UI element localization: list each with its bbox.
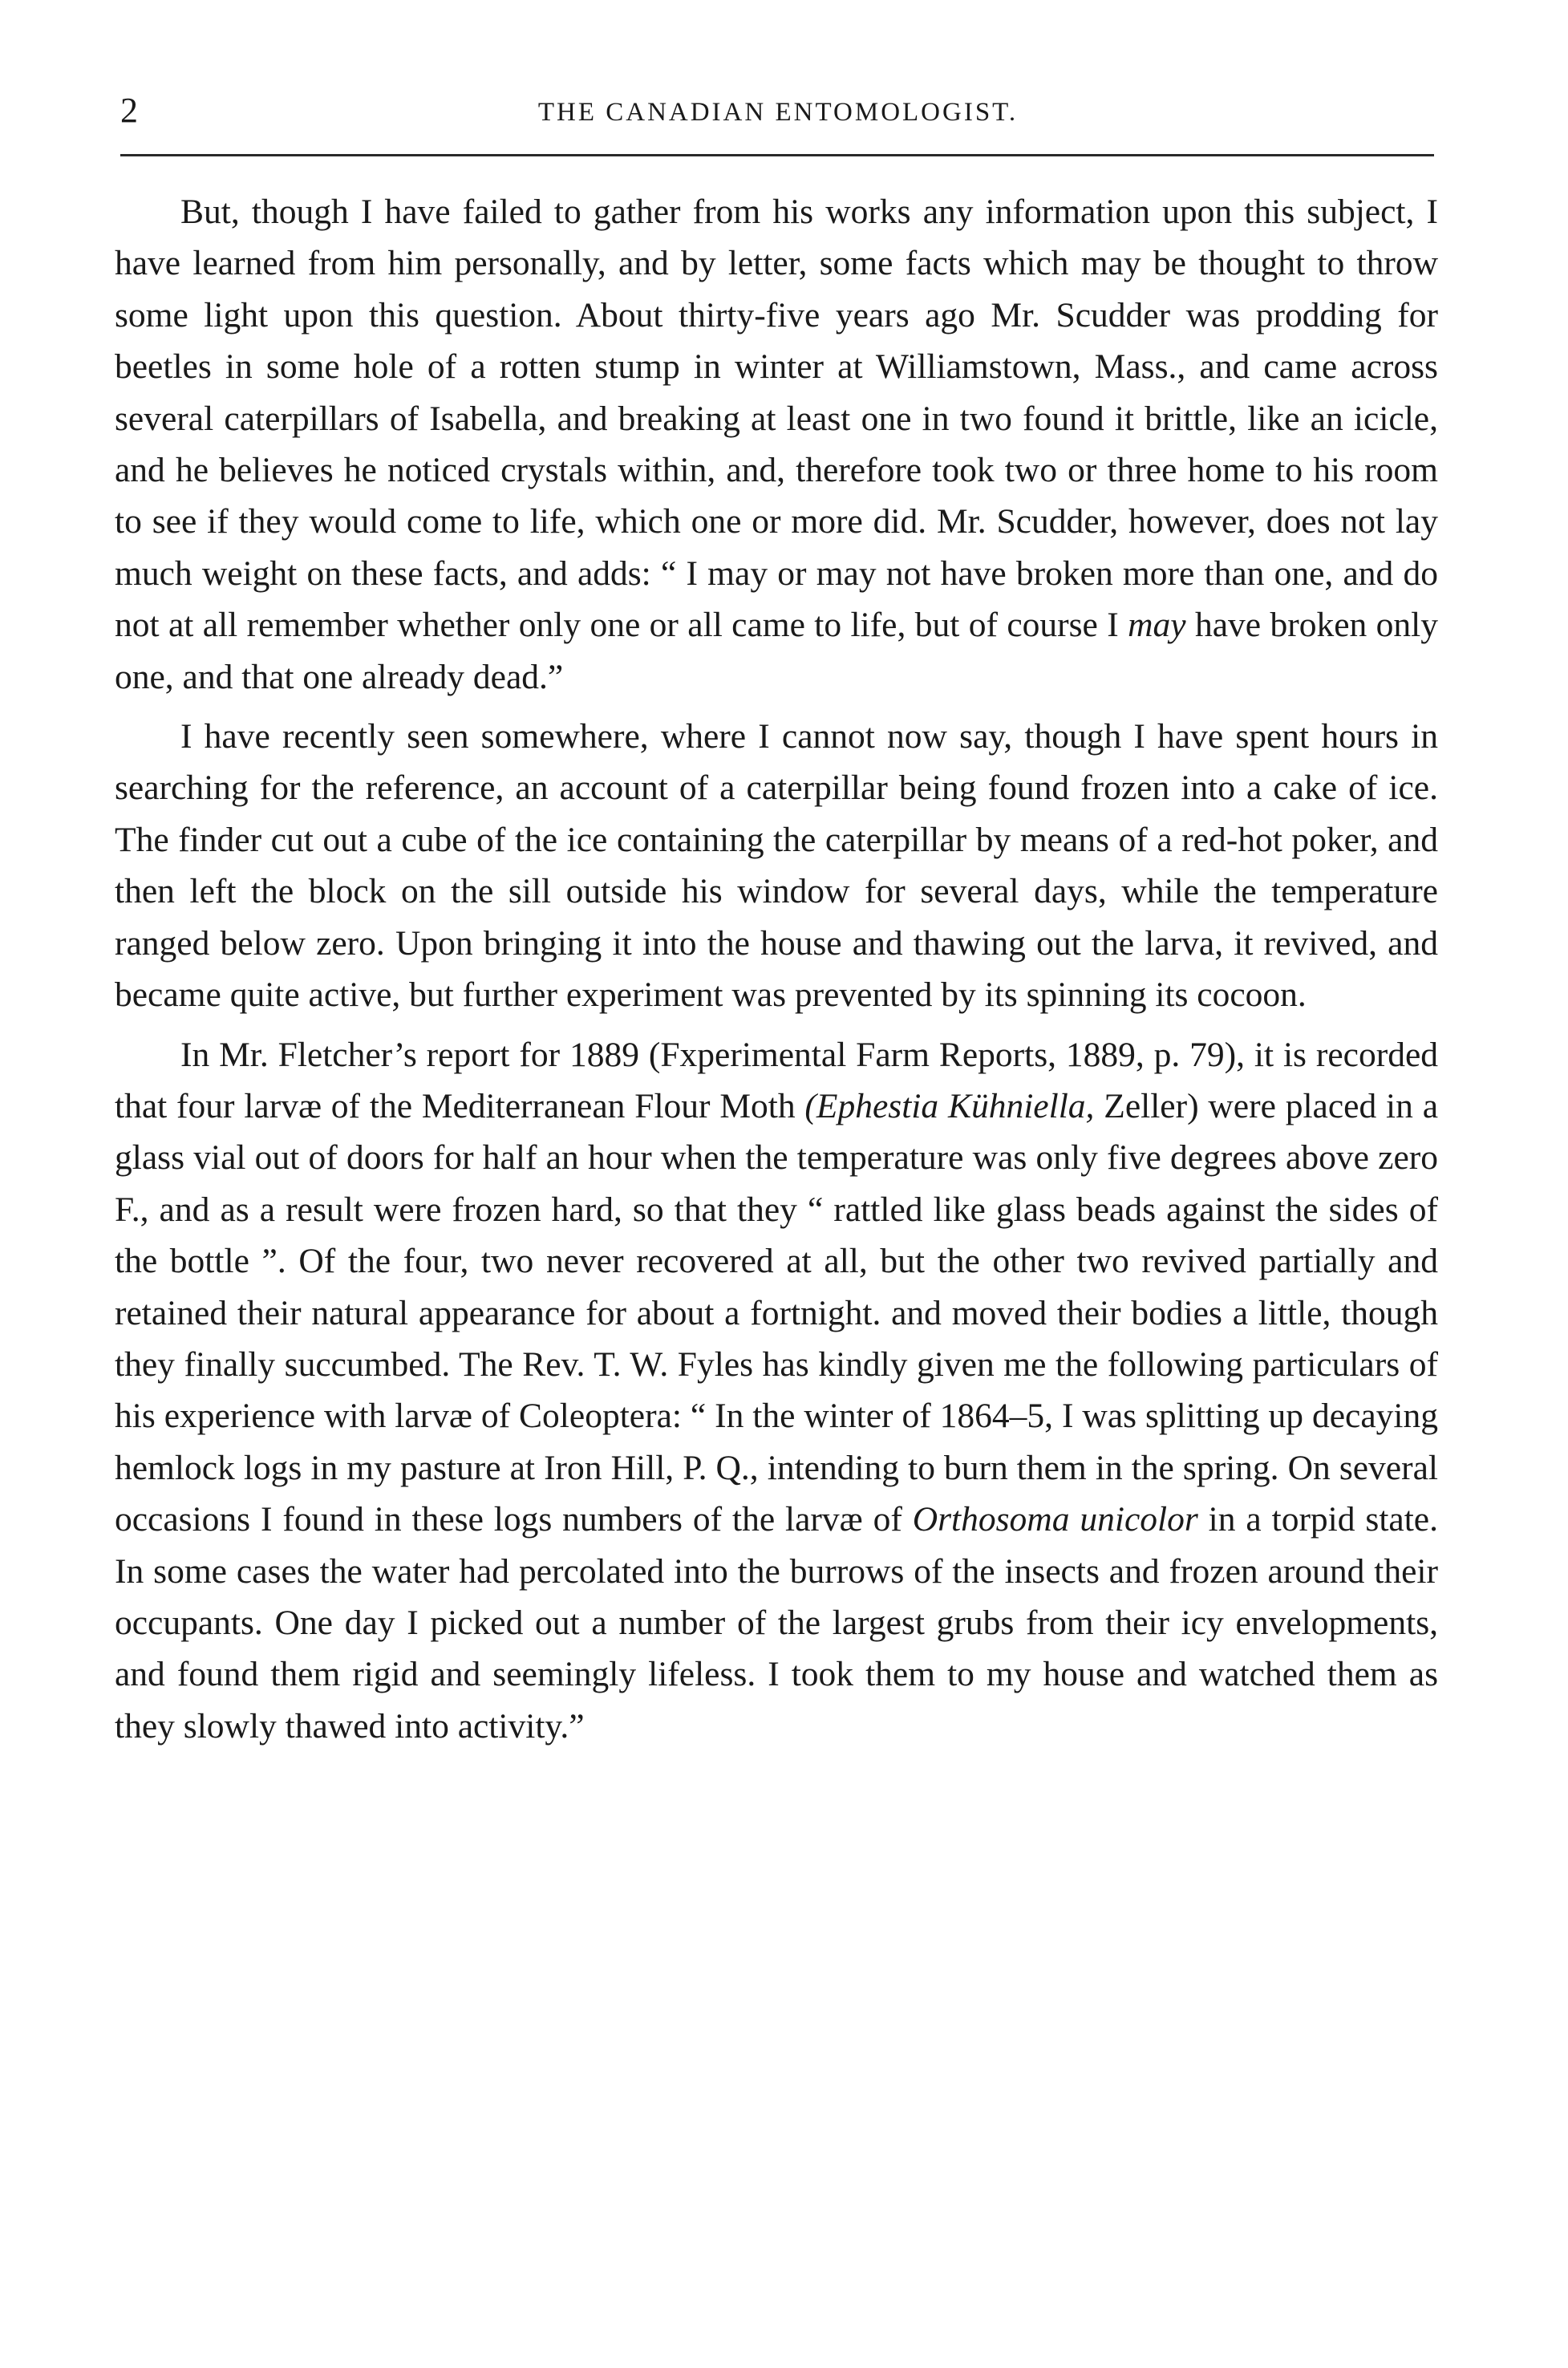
paragraph-text: in a torpid state. In some cases the water had percolated into the burrows of the insects and frozen around their occupants. One day I picked out a number of the largest grubs from their icy envelopments, and found them rigid and seemingly lifeless. I took them to my house and watched them as they slowly thawed into activity.”	[115, 1500, 1438, 1746]
italic-term: may	[1128, 606, 1186, 645]
running-head	[120, 87, 1436, 135]
paragraph-2	[115, 711, 1438, 1020]
species-name-ephestia: (Ephestia Kühniella,	[804, 1086, 1095, 1125]
paragraph-1	[115, 186, 1438, 703]
species-name-orthosoma: Orthosoma unicolor	[912, 1500, 1198, 1539]
header-rule	[120, 154, 1434, 156]
paragraph-3	[115, 1029, 1438, 1753]
paragraph-text: In Mr. Fletcher’s report for 1889 (Fxperimental Farm Reports, 1889, p. 79), it is recorded that four larvæ of the Mediterranean Flour Moth	[115, 1035, 1438, 1125]
page-number: 2	[120, 91, 138, 130]
article-body	[115, 186, 1438, 1752]
paragraph-text: But, though I have failed to gather from his works any information upon this subject, I have learned from him personally, and by letter, some facts which may be thought to throw some light upon this question. About thirty-five years ago Mr. Scudder was prodding for beetles in some hole of a rotten stump in winter at Williamstown, Mass., and came across several caterpillars of Isabella, and breaking at least one in two found it brittle, like an icicle, and he believes he noticed crystals within, and, therefore took two or three home to his room to see if they would come to life, which one or more did. Mr. Scudder, however, does not lay much weight on these facts, and adds: “ I may or may not have broken more than one, and do not at all remember whether only one or all came to life, but of course I	[115, 193, 1438, 645]
paragraph-text: have broken only one, and that one already dead.”	[115, 606, 1438, 696]
paragraph-text: Zeller) were placed in a glass vial out of doors for half an hour when the temperature was only five degrees above zero F., and as a result were frozen hard, so that they “ rattled like glass beads against the sides of the bottle ”. Of the four, two never recovered at all, but the other two revived partially and retained their natural appearance for about a fortnight. and moved their bodies a little, though they finally succumbed. The Rev. T. W. Fyles has kindly given me the following particulars of his experience with larvæ of Coleoptera: “ In the winter of 1864–5, I was splitting up decaying hemlock logs in my pasture at Iron Hill, P. Q., intending to burn them in the spring. On several occasions I found in these logs numbers of the larvæ of	[115, 1086, 1439, 1539]
paragraph-text: I have recently seen somewhere, where I cannot now say, though I have spent hours in searching for the reference, an account of a caterpillar being found frozen into a cake of ice. The finder cut out a cube of the ice containing the caterpillar by means of a red-hot poker, and then left the block on the sill outside his window for several days, while the temperature ranged below zero. Upon bringing it into the house and thawing out the larva, it revived, and became quite active, but further experiment was prevented by its spinning its cocoon.	[115, 717, 1438, 1015]
journal-title: THE CANADIAN ENTOMOLOGIST.	[537, 98, 1019, 127]
